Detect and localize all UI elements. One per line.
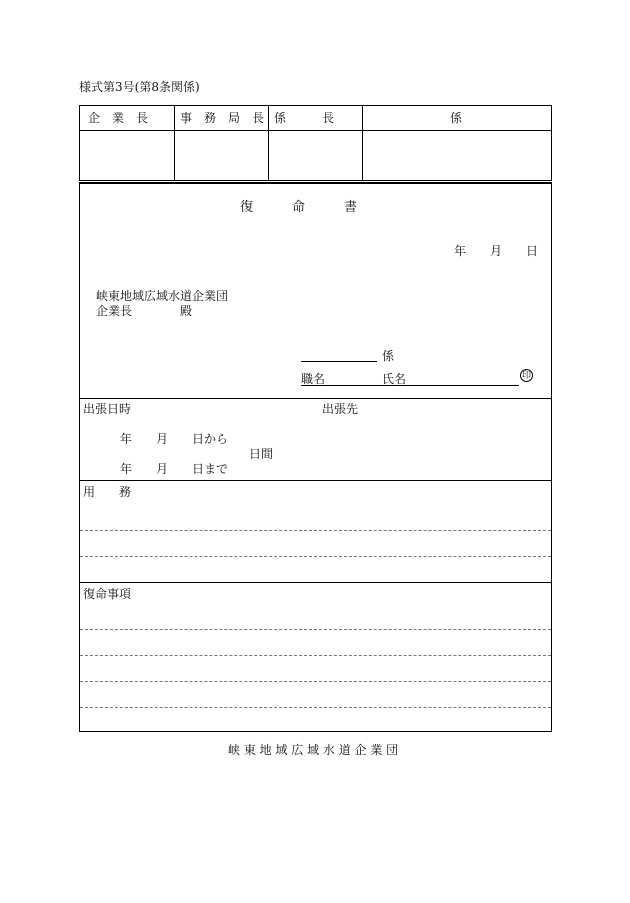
trip-days-label[interactable]: 日間 <box>249 447 274 461</box>
report-form-frame <box>79 182 552 732</box>
section-divider <box>80 582 551 583</box>
approval-header-kigyocho: 企 業 長 <box>88 111 149 125</box>
approval-header-jimukyokucho: 事 務 局 長 <box>180 111 265 125</box>
footer-org: 峡 東 地 域 広 域 水 道 企 業 団 <box>228 743 399 757</box>
section-divider <box>80 480 551 481</box>
approval-header-kakari: 係 <box>450 111 463 125</box>
section-divider <box>80 398 551 399</box>
trip-from-line[interactable]: 年 月 日から <box>120 432 229 446</box>
addressee-person: 企業長 殿 <box>96 304 193 318</box>
seal-icon: 印 <box>521 371 531 381</box>
business-label: 用 務 <box>83 485 132 499</box>
approval-header-kakaricho: 係 長 <box>274 111 335 125</box>
report-rule-line <box>80 629 551 630</box>
position-label: 職名 <box>301 372 326 386</box>
report-rule-line <box>80 707 551 708</box>
approval-stamp-cell[interactable] <box>80 131 173 180</box>
trip-destination-label: 出張先 <box>322 402 359 416</box>
approval-stamp-cell[interactable] <box>363 131 551 180</box>
approval-stamp-cell[interactable] <box>175 131 268 180</box>
signature-underline[interactable] <box>301 385 519 386</box>
form-number: 様式第3号(第8条関係) <box>79 80 200 94</box>
section-suffix: 係 <box>382 349 395 363</box>
approval-table <box>79 105 552 181</box>
document-title: 復 命 書 <box>240 200 358 215</box>
report-label: 復命事項 <box>83 587 132 601</box>
date-line[interactable]: 年 月 日 <box>454 244 539 258</box>
approval-stamp-cell[interactable] <box>269 131 362 180</box>
addressee-org: 峡東地域広域水道企業団 <box>96 289 229 303</box>
trip-to-line[interactable]: 年 月 日まで <box>120 462 229 476</box>
business-rule-line <box>80 530 551 531</box>
trip-datetime-label: 出張日時 <box>83 402 132 416</box>
business-rule-line <box>80 556 551 557</box>
section-name-underline[interactable] <box>301 361 377 362</box>
report-rule-line <box>80 655 551 656</box>
report-rule-line <box>80 681 551 682</box>
name-label: 氏名 <box>382 372 407 386</box>
